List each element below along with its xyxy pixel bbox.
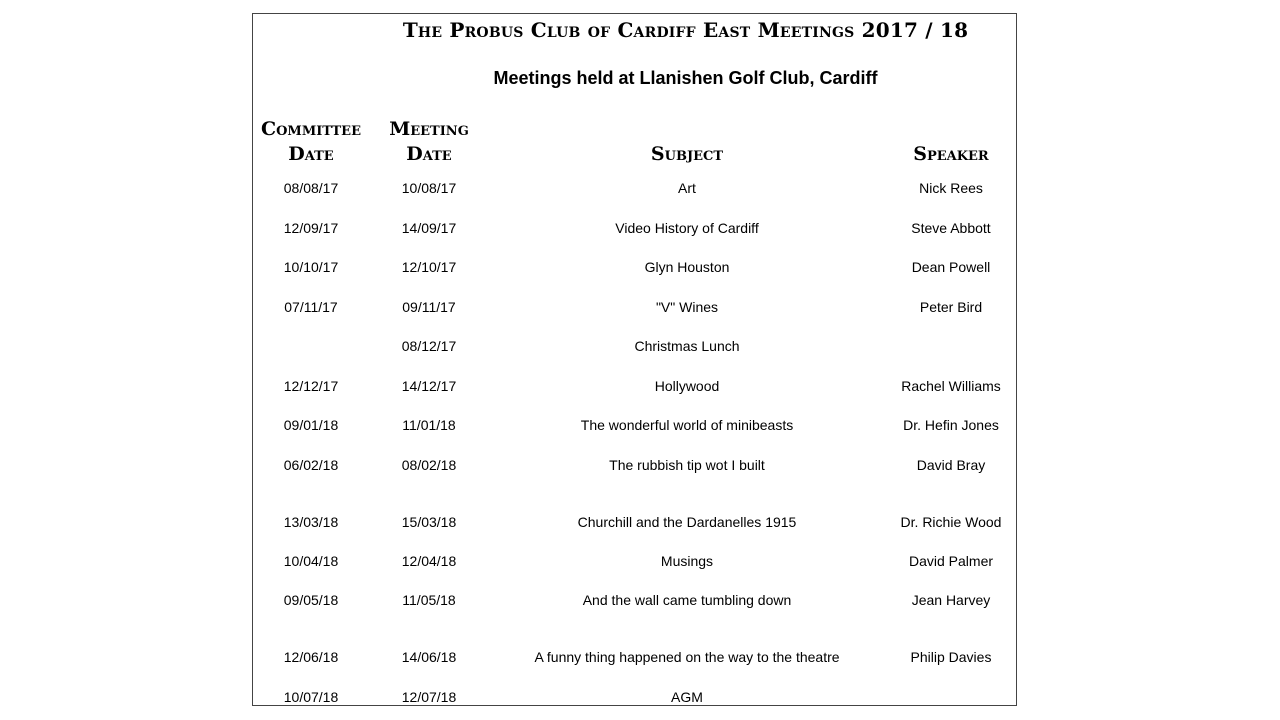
committee-date-cell: 10/07/18 xyxy=(283,689,339,705)
speaker-cell: Rachel Williams xyxy=(901,378,1001,394)
speaker-cell: David Bray xyxy=(916,457,986,473)
subject-cell: AGM xyxy=(671,689,703,705)
subject-cell: Art xyxy=(678,180,696,196)
meeting-date-cell: 11/05/18 xyxy=(402,592,456,608)
header-subject: Subject xyxy=(650,143,724,165)
speaker-cell: Dr. Hefin Jones xyxy=(903,417,999,433)
committee-date-cell: 09/01/18 xyxy=(283,417,339,433)
committee-date-cell: 12/09/17 xyxy=(283,220,339,236)
committee-date-cell: 09/05/18 xyxy=(283,592,339,608)
meeting-date-cell: 14/12/17 xyxy=(401,378,457,394)
speaker-cell: Peter Bird xyxy=(919,299,983,315)
meeting-date-cell: 12/04/18 xyxy=(401,553,457,569)
header-committee-line1: Committee xyxy=(260,118,361,140)
table-row xyxy=(253,336,1016,356)
meeting-date-cell: 14/09/17 xyxy=(401,220,457,236)
meeting-date-cell: 10/08/17 xyxy=(401,180,457,196)
table-row xyxy=(253,551,1016,571)
committee-date-cell: 12/06/18 xyxy=(283,649,339,665)
subject-cell: Churchill and the Dardanelles 1915 xyxy=(577,514,797,530)
meeting-date-cell: 14/06/18 xyxy=(401,649,457,665)
meeting-date-cell: 12/07/18 xyxy=(401,689,457,705)
committee-date-cell: 06/02/18 xyxy=(283,457,339,473)
subject-cell: Christmas Lunch xyxy=(634,338,740,354)
table-row xyxy=(253,257,1016,277)
committee-date-cell: 10/10/17 xyxy=(283,259,339,275)
speaker-cell: Jean Harvey xyxy=(911,592,991,608)
subject-cell: "V" Wines xyxy=(655,299,719,315)
committee-date-cell: 07/11/17 xyxy=(284,299,338,315)
speaker-cell: Steve Abbott xyxy=(911,220,991,236)
table-row xyxy=(253,455,1016,475)
table-row xyxy=(253,218,1016,238)
committee-date-cell: 10/04/18 xyxy=(283,553,339,569)
header-committee-date xyxy=(253,117,369,167)
meeting-date-cell: 09/11/17 xyxy=(402,299,456,315)
subject-cell: Glyn Houston xyxy=(644,259,730,275)
subject-cell: Video History of Cardiff xyxy=(615,220,759,236)
subject-cell: The wonderful world of minibeasts xyxy=(580,417,794,433)
speaker-cell: Nick Rees xyxy=(919,180,983,196)
page-title: The Probus Club of Cardiff East Meetings 2017 / 18 xyxy=(402,18,969,42)
subject-cell: The rubbish tip wot I built xyxy=(609,457,765,473)
speaker-cell: Dean Powell xyxy=(911,259,991,275)
speaker-cell: Philip Davies xyxy=(910,649,992,665)
meeting-date-cell: 08/02/18 xyxy=(401,457,457,473)
table-row xyxy=(253,297,1016,317)
committee-date-cell: 12/12/17 xyxy=(283,378,339,394)
table-row xyxy=(253,687,1016,707)
subject-cell: Hollywood xyxy=(654,378,720,394)
speaker-cell: David Palmer xyxy=(908,553,994,569)
table-row xyxy=(253,647,1016,667)
speaker-cell: Dr. Richie Wood xyxy=(900,514,1002,530)
meeting-date-cell: 12/10/17 xyxy=(401,259,457,275)
page-subtitle: Meetings held at Llanishen Golf Club, Cardiff xyxy=(493,68,878,88)
table-row xyxy=(253,376,1016,396)
header-meeting-line1: Meeting xyxy=(389,118,469,140)
table-row xyxy=(253,415,1016,435)
header-committee-line2: Date xyxy=(288,143,334,165)
meeting-date-cell: 08/12/17 xyxy=(401,338,457,354)
meeting-date-cell: 11/01/18 xyxy=(402,417,456,433)
table-row xyxy=(253,590,1016,610)
header-meeting-date xyxy=(369,117,489,167)
subject-cell: A funny thing happened on the way to the theatre xyxy=(534,649,840,665)
subject-cell: And the wall came tumbling down xyxy=(582,592,792,608)
meeting-date-cell: 15/03/18 xyxy=(401,514,457,530)
table-row xyxy=(253,512,1016,532)
header-meeting-line2: Date xyxy=(406,143,452,165)
table-row xyxy=(253,178,1016,198)
meetings-document xyxy=(252,13,1017,706)
header-speaker: Speaker xyxy=(913,143,989,165)
committee-date-cell: 13/03/18 xyxy=(283,514,339,530)
subject-cell: Musings xyxy=(660,553,714,569)
committee-date-cell: 08/08/17 xyxy=(283,180,339,196)
